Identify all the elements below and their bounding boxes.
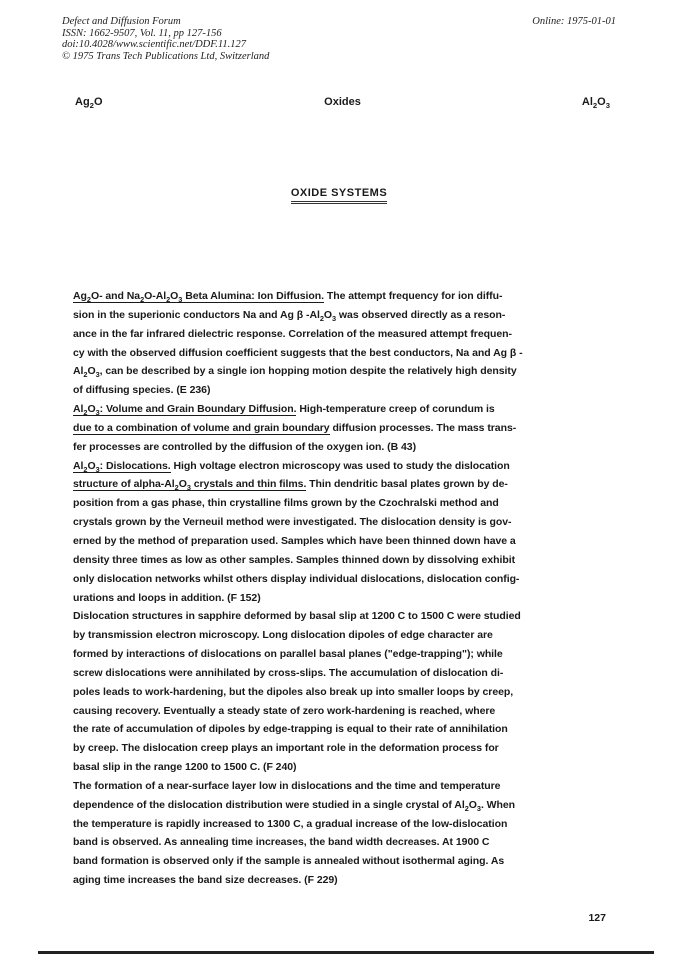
paragraph-heading: $Al_2O_3$: Dislocations.: [73, 459, 171, 474]
text-line: band formation is observed only if the sample is annealed without isothermal aging. As: [73, 855, 505, 868]
text-line: the temperature is rapidly increased to 1300 C, a gradual increase of the low-dislocation: [73, 817, 508, 830]
journal-name: Defect and Diffusion Forum: [62, 16, 181, 27]
text-line: Dislocation structures in sapphire deformed by basal slip at 1200 C to 1500 C were studied: [73, 610, 521, 623]
running-head-center: Oxides: [324, 96, 361, 108]
text-line: poles leads to work-hardening, but the dipoles also break up into smaller loops by creep,: [73, 685, 514, 698]
text-line: screw dislocations were annihilated by cross-slips. The accumulation of dislocation di-: [73, 666, 504, 679]
footer-rule: [38, 951, 654, 954]
text-line: crystals grown by the Verneuil method were investigated. The dislocation density is gov-: [73, 516, 512, 529]
text-line: of diffusing species. (E 236): [73, 384, 211, 397]
online-date: Online: 1975-01-01: [532, 16, 616, 27]
issn-line: ISSN: 1662-9507, Vol. 11, pp 127-156: [62, 27, 222, 39]
text-line: erned by the method of preparation used. Samples which have been thinned down have a: [73, 534, 516, 547]
paragraph-heading: $Ag_2O-$ and $Na_2O-Al_2O_3$ Beta Alumina: Ion Diffusion.: [73, 290, 324, 304]
copyright-line: © 1975 Trans Tech Publications Ltd, Switzerland: [62, 50, 270, 62]
text-line: $Al_2O_3$, can be described by a single ion hopping motion despite the relatively high density: [73, 365, 517, 380]
text-line: density three times as low as other samples. Samples thinned down by dissolving exhibit: [73, 553, 516, 566]
page-number: 127: [588, 912, 606, 924]
text-line: position from a gas phase, thin crystalline films grown by the Czochralski method and: [73, 497, 499, 510]
paragraph-beta-alumina: [73, 287, 613, 400]
text-line: $Ag_2O-$ and $Na_2O-Al_2O_3$ Beta Alumina: Ion Diffusion. The attempt frequency for ion diffu-: [73, 290, 503, 304]
text-line: aging time increases the band size decreases. (F 229): [73, 874, 338, 887]
text-line: causing recovery. Eventually a steady state of zero work-hardening is reached, where: [73, 704, 496, 717]
paragraph-dislocations: [73, 457, 613, 608]
paragraph-heading: $Al_2O_3$: Volume and Grain Boundary Diffusion.: [73, 403, 297, 418]
running-head-right: $Al_2O_3$: [581, 96, 610, 110]
text-line: only dislocation networks whilst others display individual dislocations, dislocation config-: [73, 572, 520, 585]
paragraph-near-surface-layer: [73, 777, 613, 890]
doi-line: doi:10.4028/www.scientific.net/DDF.11.127: [62, 39, 247, 50]
running-head: [75, 96, 610, 114]
text-line: sion in the superionic conductors Na and Ag β $-Al_2O_3$ was observed directly as a reson-: [73, 308, 506, 323]
text-line: due to a combination of volume and grain boundary diffusion processes. The mass trans-: [73, 421, 517, 434]
text-line: ance in the far infrared dielectric response. Correlation of the measured attempt frequen-: [73, 327, 512, 340]
text-line: the rate of accumulation of dipoles by edge-trapping is equal to their rate of annihilation: [73, 723, 508, 736]
text-line: $Al_2O_3$: Volume and Grain Boundary Diffusion. High-temperature creep of corundum is: [73, 403, 495, 418]
text-line: The formation of a near-surface layer low in dislocations and the time and temperature: [73, 779, 501, 792]
body-text: [73, 287, 613, 890]
text-line: cy with the observed diffusion coefficient suggests that the best conductors, Na and Ag β -: [73, 346, 523, 359]
text-line: urations and loops in addition. (F 152): [73, 591, 261, 604]
text-line: formed by interactions of dislocations on parallel basal planes ("edge-trapping"); while: [73, 648, 503, 661]
text-line: fer processes are controlled by the diffusion of the oxygen ion. (B 43): [73, 440, 417, 453]
text-line: basal slip in the range 1200 to 1500 C. (F 240): [73, 761, 297, 774]
text-line: band is observed. As annealing time increases, the band width decreases. At 1900 C: [73, 836, 490, 849]
text-line: dependence of the dislocation distribution were studied in a single crystal of $Al_2O_3$. When: [73, 798, 516, 813]
text-line: $Al_2O_3$: Dislocations. High voltage electron microscopy was used to study the dislocation: [73, 459, 510, 474]
text-line: by transmission electron microscopy. Long dislocation dipoles of edge character are: [73, 629, 493, 642]
paragraph-volume-grain-boundary: [73, 400, 613, 457]
section-title: OXIDE SYSTEMS: [0, 187, 678, 204]
paragraph-sapphire: [73, 607, 613, 777]
running-head-left: $Ag_2O$: [75, 96, 103, 110]
text-line: structure of alpha-$Al_2O_3$ crystals and thin films. Thin dendritic basal plates grown by de-: [73, 478, 508, 493]
publication-metadata: [62, 16, 269, 62]
text-line: by creep. The dislocation creep plays an important role in the deformation process for: [73, 742, 499, 755]
